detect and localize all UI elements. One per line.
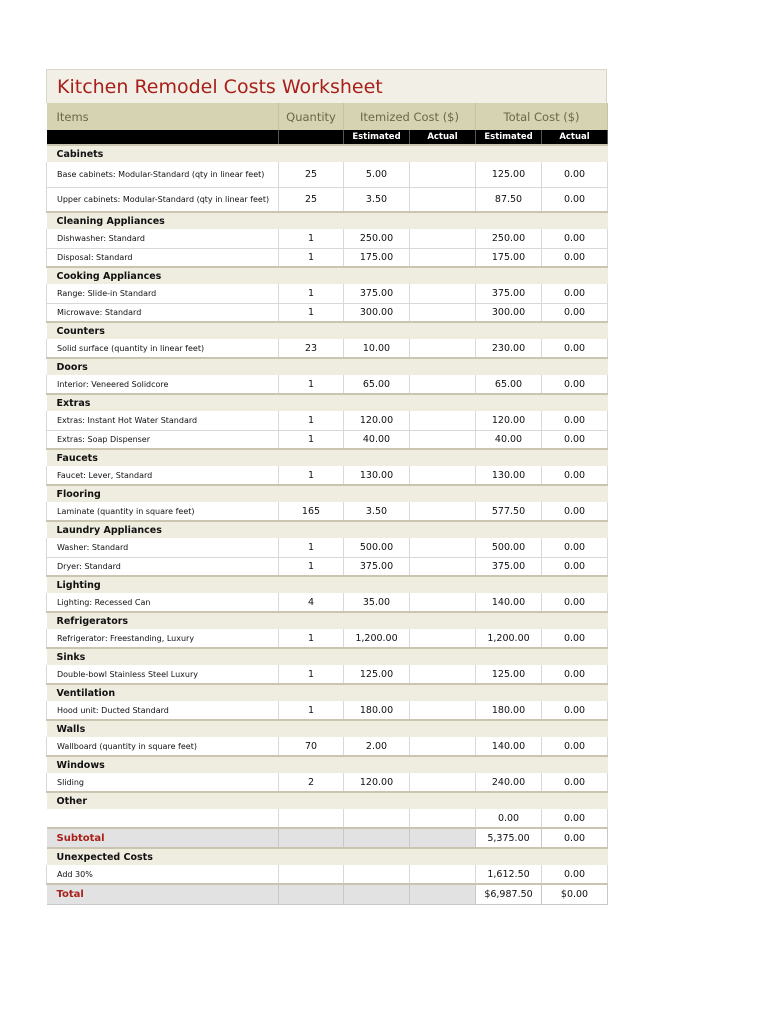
total-actual-cell: 0.00 bbox=[542, 865, 608, 884]
category-label: Extras bbox=[47, 394, 608, 411]
quantity-cell[interactable]: 70 bbox=[279, 737, 344, 756]
category-row bbox=[47, 394, 608, 411]
category-row bbox=[47, 212, 608, 229]
estimated-cost-cell[interactable]: 35.00 bbox=[344, 593, 410, 612]
quantity-cell[interactable]: 23 bbox=[279, 339, 344, 358]
total-actual-cell: 0.00 bbox=[542, 375, 608, 394]
actual-cost-cell[interactable] bbox=[410, 339, 476, 358]
subtotal-estimated: 5,375.00 bbox=[476, 828, 542, 848]
quantity-cell[interactable]: 1 bbox=[279, 375, 344, 394]
estimated-cost-cell[interactable] bbox=[344, 865, 410, 884]
item-row bbox=[47, 701, 608, 720]
estimated-cost-cell[interactable]: 130.00 bbox=[344, 466, 410, 485]
item-row bbox=[47, 303, 608, 322]
actual-cost-cell[interactable] bbox=[410, 865, 476, 884]
total-actual-cell: 0.00 bbox=[542, 629, 608, 648]
subheader-blank bbox=[279, 130, 344, 145]
item-row bbox=[47, 737, 608, 756]
quantity-cell[interactable] bbox=[279, 809, 344, 828]
total-estimated-cell: 140.00 bbox=[476, 737, 542, 756]
estimated-cost-cell[interactable]: 3.50 bbox=[344, 502, 410, 521]
estimated-cost-cell[interactable]: 3.50 bbox=[344, 187, 410, 212]
item-row bbox=[47, 339, 608, 358]
item-label[interactable]: Add 30% bbox=[47, 865, 279, 884]
quantity-cell[interactable]: 1 bbox=[279, 701, 344, 720]
total-actual-cell: 0.00 bbox=[542, 303, 608, 322]
item-label[interactable]: Double-bowl Stainless Steel Luxury bbox=[47, 665, 279, 684]
item-row bbox=[47, 187, 608, 212]
subheader-blank bbox=[47, 130, 279, 145]
category-row bbox=[47, 756, 608, 773]
actual-cost-cell[interactable] bbox=[410, 229, 476, 248]
total-actual-cell: 0.00 bbox=[542, 411, 608, 430]
item-label[interactable]: Base cabinets: Modular-Standard (qty in linear feet) bbox=[47, 162, 279, 187]
total-actual-cell: 0.00 bbox=[542, 809, 608, 828]
item-label[interactable]: Washer: Standard bbox=[47, 538, 279, 557]
category-row bbox=[47, 792, 608, 809]
total-actual-cell: 0.00 bbox=[542, 538, 608, 557]
estimated-cost-cell[interactable]: 40.00 bbox=[344, 430, 410, 449]
cost-table bbox=[46, 103, 608, 905]
item-label[interactable]: Dryer: Standard bbox=[47, 557, 279, 576]
estimated-cost-cell[interactable]: 10.00 bbox=[344, 339, 410, 358]
quantity-cell[interactable]: 4 bbox=[279, 593, 344, 612]
category-label: Ventilation bbox=[47, 684, 608, 701]
item-row bbox=[47, 865, 608, 884]
quantity-cell[interactable]: 1 bbox=[279, 248, 344, 267]
item-label[interactable]: Hood unit: Ducted Standard bbox=[47, 701, 279, 720]
category-label: Windows bbox=[47, 756, 608, 773]
total-estimated-cell: 175.00 bbox=[476, 248, 542, 267]
subtotal-actual: 0.00 bbox=[542, 828, 608, 848]
title-bar bbox=[46, 69, 607, 103]
total-actual-cell: 0.00 bbox=[542, 162, 608, 187]
quantity-cell[interactable]: 1 bbox=[279, 430, 344, 449]
total-actual-cell: 0.00 bbox=[542, 701, 608, 720]
subheader-row bbox=[47, 130, 608, 145]
total-actual-cell: 0.00 bbox=[542, 737, 608, 756]
header-items: Items bbox=[47, 103, 279, 130]
estimated-cost-cell[interactable]: 175.00 bbox=[344, 248, 410, 267]
category-row bbox=[47, 145, 608, 162]
actual-cost-cell[interactable] bbox=[410, 375, 476, 394]
page-title: Kitchen Remodel Costs Worksheet bbox=[57, 75, 383, 98]
item-label[interactable]: Microwave: Standard bbox=[47, 303, 279, 322]
total-estimated-cell: 230.00 bbox=[476, 339, 542, 358]
actual-cost-cell[interactable] bbox=[410, 430, 476, 449]
estimated-cost-cell[interactable]: 300.00 bbox=[344, 303, 410, 322]
total-estimated-cell: 577.50 bbox=[476, 502, 542, 521]
category-label: Laundry Appliances bbox=[47, 521, 608, 538]
subheader-actual: Actual bbox=[410, 130, 476, 145]
total-actual-cell: 0.00 bbox=[542, 430, 608, 449]
estimated-cost-cell[interactable]: 2.00 bbox=[344, 737, 410, 756]
quantity-cell[interactable]: 1 bbox=[279, 229, 344, 248]
total-estimated: $6,987.50 bbox=[476, 884, 542, 904]
total-blank bbox=[279, 884, 344, 904]
quantity-cell[interactable]: 1 bbox=[279, 411, 344, 430]
total-estimated-cell: 250.00 bbox=[476, 229, 542, 248]
total-actual-cell: 0.00 bbox=[542, 339, 608, 358]
estimated-cost-cell[interactable]: 5.00 bbox=[344, 162, 410, 187]
total-estimated-cell: 500.00 bbox=[476, 538, 542, 557]
item-label[interactable]: Faucet: Lever, Standard bbox=[47, 466, 279, 485]
item-label[interactable]: Upper cabinets: Modular-Standard (qty in linear feet) bbox=[47, 187, 279, 212]
actual-cost-cell[interactable] bbox=[410, 593, 476, 612]
quantity-cell[interactable]: 1 bbox=[279, 665, 344, 684]
total-blank bbox=[344, 884, 410, 904]
quantity-cell[interactable]: 165 bbox=[279, 502, 344, 521]
actual-cost-cell[interactable] bbox=[410, 701, 476, 720]
item-label[interactable]: Refrigerator: Freestanding, Luxury bbox=[47, 629, 279, 648]
subheader-estimated: Estimated bbox=[344, 130, 410, 145]
total-estimated-cell: 1,612.50 bbox=[476, 865, 542, 884]
actual-cost-cell[interactable] bbox=[410, 284, 476, 303]
item-row bbox=[47, 773, 608, 792]
header-quantity: Quantity bbox=[279, 103, 344, 130]
category-row bbox=[47, 684, 608, 701]
item-row bbox=[47, 466, 608, 485]
total-actual-cell: 0.00 bbox=[542, 466, 608, 485]
total-estimated-cell: 130.00 bbox=[476, 466, 542, 485]
actual-cost-cell[interactable] bbox=[410, 809, 476, 828]
item-label[interactable]: Range: Slide-in Standard bbox=[47, 284, 279, 303]
cost-table-body bbox=[47, 103, 608, 904]
total-estimated-cell: 1,200.00 bbox=[476, 629, 542, 648]
subheader-total-estimated: Estimated bbox=[476, 130, 542, 145]
item-label[interactable]: Interior: Veneered Solidcore bbox=[47, 375, 279, 394]
item-row bbox=[47, 502, 608, 521]
total-actual-cell: 0.00 bbox=[542, 502, 608, 521]
total-estimated-cell: 180.00 bbox=[476, 701, 542, 720]
total-label: Total bbox=[47, 884, 279, 904]
estimated-cost-cell[interactable]: 65.00 bbox=[344, 375, 410, 394]
estimated-cost-cell[interactable]: 180.00 bbox=[344, 701, 410, 720]
category-label: Sinks bbox=[47, 648, 608, 665]
quantity-cell[interactable]: 1 bbox=[279, 557, 344, 576]
actual-cost-cell[interactable] bbox=[410, 162, 476, 187]
item-row bbox=[47, 411, 608, 430]
total-actual-cell: 0.00 bbox=[542, 248, 608, 267]
item-row bbox=[47, 229, 608, 248]
category-label: Faucets bbox=[47, 449, 608, 466]
estimated-cost-cell[interactable]: 375.00 bbox=[344, 557, 410, 576]
subtotal-blank bbox=[344, 828, 410, 848]
item-label[interactable]: Disposal: Standard bbox=[47, 248, 279, 267]
category-label: Other bbox=[47, 792, 608, 809]
category-row bbox=[47, 848, 608, 865]
category-row bbox=[47, 720, 608, 737]
quantity-cell[interactable] bbox=[279, 865, 344, 884]
quantity-cell[interactable]: 25 bbox=[279, 187, 344, 212]
item-label[interactable]: Extras: Instant Hot Water Standard bbox=[47, 411, 279, 430]
total-estimated-cell: 87.50 bbox=[476, 187, 542, 212]
category-row bbox=[47, 576, 608, 593]
actual-cost-cell[interactable] bbox=[410, 629, 476, 648]
actual-cost-cell[interactable] bbox=[410, 303, 476, 322]
category-row bbox=[47, 449, 608, 466]
total-estimated-cell: 40.00 bbox=[476, 430, 542, 449]
category-row bbox=[47, 612, 608, 629]
subtotal-blank bbox=[410, 828, 476, 848]
actual-cost-cell[interactable] bbox=[410, 538, 476, 557]
total-actual: $0.00 bbox=[542, 884, 608, 904]
actual-cost-cell[interactable] bbox=[410, 665, 476, 684]
item-row bbox=[47, 375, 608, 394]
worksheet bbox=[46, 69, 607, 905]
total-actual-cell: 0.00 bbox=[542, 284, 608, 303]
total-row bbox=[47, 884, 608, 904]
actual-cost-cell[interactable] bbox=[410, 557, 476, 576]
header-row bbox=[47, 103, 608, 130]
quantity-cell[interactable]: 1 bbox=[279, 284, 344, 303]
header-total-cost: Total Cost ($) bbox=[476, 103, 608, 130]
estimated-cost-cell[interactable]: 120.00 bbox=[344, 411, 410, 430]
category-row bbox=[47, 521, 608, 538]
total-estimated-cell: 140.00 bbox=[476, 593, 542, 612]
total-estimated-cell: 125.00 bbox=[476, 162, 542, 187]
actual-cost-cell[interactable] bbox=[410, 466, 476, 485]
estimated-cost-cell[interactable]: 500.00 bbox=[344, 538, 410, 557]
actual-cost-cell[interactable] bbox=[410, 248, 476, 267]
total-estimated-cell: 125.00 bbox=[476, 665, 542, 684]
total-estimated-cell: 0.00 bbox=[476, 809, 542, 828]
item-row bbox=[47, 430, 608, 449]
category-label: Cooking Appliances bbox=[47, 267, 608, 284]
actual-cost-cell[interactable] bbox=[410, 187, 476, 212]
item-row bbox=[47, 284, 608, 303]
quantity-cell[interactable]: 1 bbox=[279, 538, 344, 557]
item-label[interactable]: Solid surface (quantity in linear feet) bbox=[47, 339, 279, 358]
estimated-cost-cell[interactable]: 1,200.00 bbox=[344, 629, 410, 648]
estimated-cost-cell[interactable]: 375.00 bbox=[344, 284, 410, 303]
total-actual-cell: 0.00 bbox=[542, 773, 608, 792]
total-estimated-cell: 120.00 bbox=[476, 411, 542, 430]
total-estimated-cell: 375.00 bbox=[476, 284, 542, 303]
category-label: Refrigerators bbox=[47, 612, 608, 629]
subtotal-row bbox=[47, 828, 608, 848]
subtotal-blank bbox=[279, 828, 344, 848]
total-blank bbox=[410, 884, 476, 904]
estimated-cost-cell[interactable]: 250.00 bbox=[344, 229, 410, 248]
item-row bbox=[47, 538, 608, 557]
item-label[interactable]: Sliding bbox=[47, 773, 279, 792]
actual-cost-cell[interactable] bbox=[410, 502, 476, 521]
item-label[interactable]: Laminate (quantity in square feet) bbox=[47, 502, 279, 521]
item-row bbox=[47, 629, 608, 648]
category-label: Doors bbox=[47, 358, 608, 375]
quantity-cell[interactable]: 1 bbox=[279, 466, 344, 485]
category-row bbox=[47, 485, 608, 502]
total-actual-cell: 0.00 bbox=[542, 665, 608, 684]
quantity-cell[interactable]: 25 bbox=[279, 162, 344, 187]
actual-cost-cell[interactable] bbox=[410, 737, 476, 756]
item-row bbox=[47, 665, 608, 684]
total-actual-cell: 0.00 bbox=[542, 593, 608, 612]
total-estimated-cell: 300.00 bbox=[476, 303, 542, 322]
subheader-total-actual: Actual bbox=[542, 130, 608, 145]
category-label: Cleaning Appliances bbox=[47, 212, 608, 229]
category-label: Unexpected Costs bbox=[47, 848, 608, 865]
estimated-cost-cell[interactable] bbox=[344, 809, 410, 828]
total-estimated-cell: 65.00 bbox=[476, 375, 542, 394]
actual-cost-cell[interactable] bbox=[410, 773, 476, 792]
quantity-cell[interactable]: 1 bbox=[279, 629, 344, 648]
category-label: Counters bbox=[47, 322, 608, 339]
subtotal-label: Subtotal bbox=[47, 828, 279, 848]
total-actual-cell: 0.00 bbox=[542, 557, 608, 576]
category-row bbox=[47, 322, 608, 339]
item-label[interactable] bbox=[47, 809, 279, 828]
total-estimated-cell: 240.00 bbox=[476, 773, 542, 792]
category-row bbox=[47, 358, 608, 375]
category-label: Cabinets bbox=[47, 145, 608, 162]
total-actual-cell: 0.00 bbox=[542, 187, 608, 212]
actual-cost-cell[interactable] bbox=[410, 411, 476, 430]
quantity-cell[interactable]: 1 bbox=[279, 303, 344, 322]
item-row bbox=[47, 593, 608, 612]
item-label[interactable]: Extras: Soap Dispenser bbox=[47, 430, 279, 449]
item-label[interactable]: Wallboard (quantity in square feet) bbox=[47, 737, 279, 756]
item-label[interactable]: Lighting: Recessed Can bbox=[47, 593, 279, 612]
item-label[interactable]: Dishwasher: Standard bbox=[47, 229, 279, 248]
category-row bbox=[47, 648, 608, 665]
quantity-cell[interactable]: 2 bbox=[279, 773, 344, 792]
estimated-cost-cell[interactable]: 120.00 bbox=[344, 773, 410, 792]
total-estimated-cell: 375.00 bbox=[476, 557, 542, 576]
category-row bbox=[47, 267, 608, 284]
category-label: Flooring bbox=[47, 485, 608, 502]
estimated-cost-cell[interactable]: 125.00 bbox=[344, 665, 410, 684]
category-label: Walls bbox=[47, 720, 608, 737]
item-row bbox=[47, 557, 608, 576]
item-row bbox=[47, 248, 608, 267]
item-row bbox=[47, 162, 608, 187]
total-actual-cell: 0.00 bbox=[542, 229, 608, 248]
header-itemized-cost: Itemized Cost ($) bbox=[344, 103, 476, 130]
category-label: Lighting bbox=[47, 576, 608, 593]
item-row bbox=[47, 809, 608, 828]
